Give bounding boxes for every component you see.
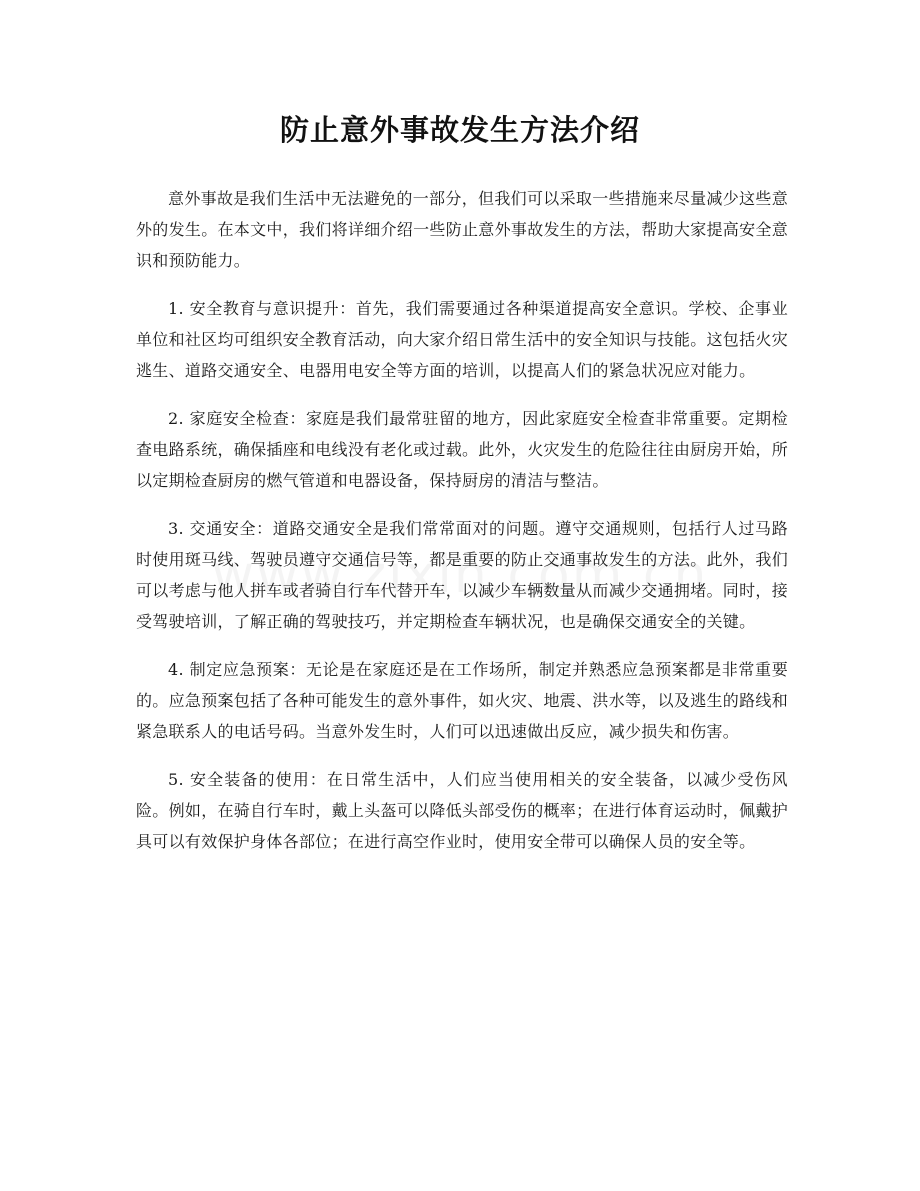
- section-emergency-plan: 4. 制定应急预案：无论是在家庭还是在工作场所，制定并熟悉应急预案都是非常重要的。应急预案包括了各种可能发生的意外事件，如火灾、地震、洪水等，以及逃生的路线和紧急联系人的电话号码。当意外发生时，人们可以迅速做出反应，减少损失和伤害。: [136, 660, 789, 741]
- intro-paragraph: 意外事故是我们生活中无法避免的一部分，但我们可以采取一些措施来尽量减少这些意外的发生。在本文中，我们将详细介绍一些防止意外事故发生的方法，帮助大家提高安全意识和预防能力。: [136, 189, 789, 270]
- section-safety-equipment: 5. 安全装备的使用：在日常生活中，人们应当使用相关的安全装备，以减少受伤风险。例如，在骑自行车时，戴上头盔可以降低头部受伤的概率；在进行体育运动时，佩戴护具可以有效保护身体各部位；在进行高空作业时，使用安全带可以确保人员的安全等。: [136, 770, 789, 851]
- section-safety-education: 1. 安全教育与意识提升：首先，我们需要通过各种渠道提高安全意识。学校、企事业单位和社区均可组织安全教育活动，向大家介绍日常生活中的安全知识与技能。这包括火灾逃生、道路交通安全、电器用电安全等方面的培训，以提高人们的紧急状况应对能力。: [136, 299, 789, 380]
- document-body: [136, 183, 788, 874]
- document-title: 防止意外事故发生方法介绍: [279, 113, 640, 147]
- section-home-safety-check: 2. 家庭安全检查：家庭是我们最常驻留的地方，因此家庭安全检查非常重要。定期检查电路系统，确保插座和电线没有老化或过载。此外，火灾发生的危险往往由厨房开始，所以定期检查厨房的燃气管道和电器设备，保持厨房的清洁与整洁。: [136, 409, 789, 490]
- section-traffic-safety: 3. 交通安全：道路交通安全是我们常常面对的问题。遵守交通规则，包括行人过马路时使用斑马线、驾驶员遵守交通信号等，都是重要的防止交通事故发生的方法。此外，我们可以考虑与他人拼车或者骑自行车代替开车，以减少车辆数量从而减少交通拥堵。同时，接受驾驶培训，了解正确的驾驶技巧，并定期检查车辆状况，也是确保交通安全的关键。: [136, 519, 789, 631]
